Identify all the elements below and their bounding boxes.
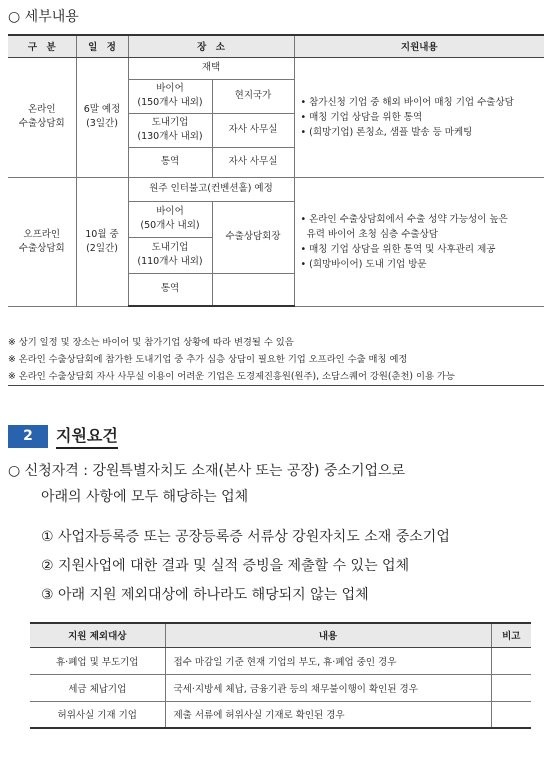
section-2-heading [8,423,118,449]
online-support-item: • 참가신청 기업 중 해외 바이어 매칭 기업 수출상담 [300,96,514,108]
exclusion-content: 제출 서류에 허위사실 기재로 확인된 경우 [165,701,491,728]
offline-location: 수출상담회장 [212,201,294,273]
section-title: 지원요건 [56,423,118,449]
offline-location-empty [212,273,294,306]
online-support [294,57,544,177]
online-venue-header: 재택 [128,57,294,79]
online-participant: 도내기업 (130개사 내외) [128,113,212,147]
table-header-row [8,35,544,57]
header-venue: 장 소 [128,35,294,57]
offline-schedule: 10월 중 (2일간) [76,177,128,306]
header-remark: 비고 [491,623,531,647]
notes-block [8,334,455,385]
notes-divider [8,385,544,386]
requirement-item: ① 사업자등록증 또는 공장등록증 서류상 강원자치도 소재 중소기업 [41,529,450,545]
requirement-item: ② 지원사업에 대한 결과 및 실적 증빙을 제출할 수 있는 업체 [41,558,410,574]
note-line: ※ 온라인 수출상담회에 참가한 도내기업 중 추가 심층 상담이 필요한 기업 오프라인 수출 매칭 예정 [8,354,408,365]
header-category: 구 분 [8,35,76,57]
offline-venue-header: 원주 인터불고(컨벤션홀) 예정 [128,177,294,201]
exclusion-content: 국세·지방세 체납, 금융기관 등의 채무불이행이 확인된 경우 [165,674,491,701]
section-detail-title: ○ 세부내용 [8,9,79,25]
online-schedule: 6말 예정 (3일간) [76,57,128,177]
offline-support-item: • (희망바이어) 도내 기업 방문 [300,258,427,270]
table-row [30,647,531,674]
note-line: ※ 온라인 수출상담회 자사 사무실 이용이 어려운 기업은 도경제진흥원(원주), 소담스퀘어 강원(춘천) 이용 가능 [8,371,455,382]
offline-participant: 바이어 (50개사 내외) [128,201,212,237]
table-row [30,674,531,701]
online-participant: 바이어 (150개사 내외) [128,79,212,113]
section-number-badge: 2 [8,425,48,448]
event-detail-table [8,34,544,307]
offline-participant: 도내기업 (110개사 내외) [128,237,212,273]
online-location: 자사 사무실 [212,147,294,177]
offline-category: 오프라인 수출상담회 [8,177,76,306]
exclusion-type: 허위사실 기재 기업 [30,701,165,728]
header-support: 지원내용 [294,35,544,57]
table-header-row [30,623,531,647]
exclusion-table [30,622,531,729]
exclusion-remark [491,701,531,728]
online-category: 온라인 수출상담회 [8,57,76,177]
online-location: 자사 사무실 [212,113,294,147]
eligibility-line-continued: 아래의 사항에 모두 해당하는 업체 [41,489,249,505]
exclusion-remark [491,674,531,701]
offline-support [294,177,544,306]
offline-participant: 통역 [128,273,212,306]
header-exclusion: 지원 제외대상 [30,623,165,647]
online-support-item: • 매칭 기업 상담을 위한 통역 [300,111,423,123]
exclusion-type: 세금 체납기업 [30,674,165,701]
online-support-item: • (희망기업) 론칭쇼, 샘플 발송 등 마케팅 [300,126,473,138]
requirement-item: ③ 아래 지원 제외대상에 하나라도 해당되지 않는 업체 [41,587,369,603]
offline-support-item: • 매칭 기업 상담을 위한 통역 및 사후관리 제공 [300,243,496,255]
exclusion-remark [491,647,531,674]
online-location: 현지국가 [212,79,294,113]
header-content: 내용 [165,623,491,647]
header-schedule: 일 정 [76,35,128,57]
exclusion-content: 접수 마감일 기준 현재 기업의 부도, 휴·폐업 중인 경우 [165,647,491,674]
note-line: ※ 상기 일정 및 장소는 바이어 및 참가기업 상황에 따라 변경될 수 있음 [8,337,294,348]
exclusion-type: 휴·폐업 및 부도기업 [30,647,165,674]
online-participant: 통역 [128,147,212,177]
table-row [30,701,531,728]
offline-support-item: • 온라인 수출상담회에서 수출 성약 가능성이 높은 유력 바이어 초청 심층 수출상담 [300,213,508,240]
eligibility-line: ○ 신청자격 : 강원특별자치도 소재(본사 또는 공장) 중소기업으로 [8,463,406,479]
